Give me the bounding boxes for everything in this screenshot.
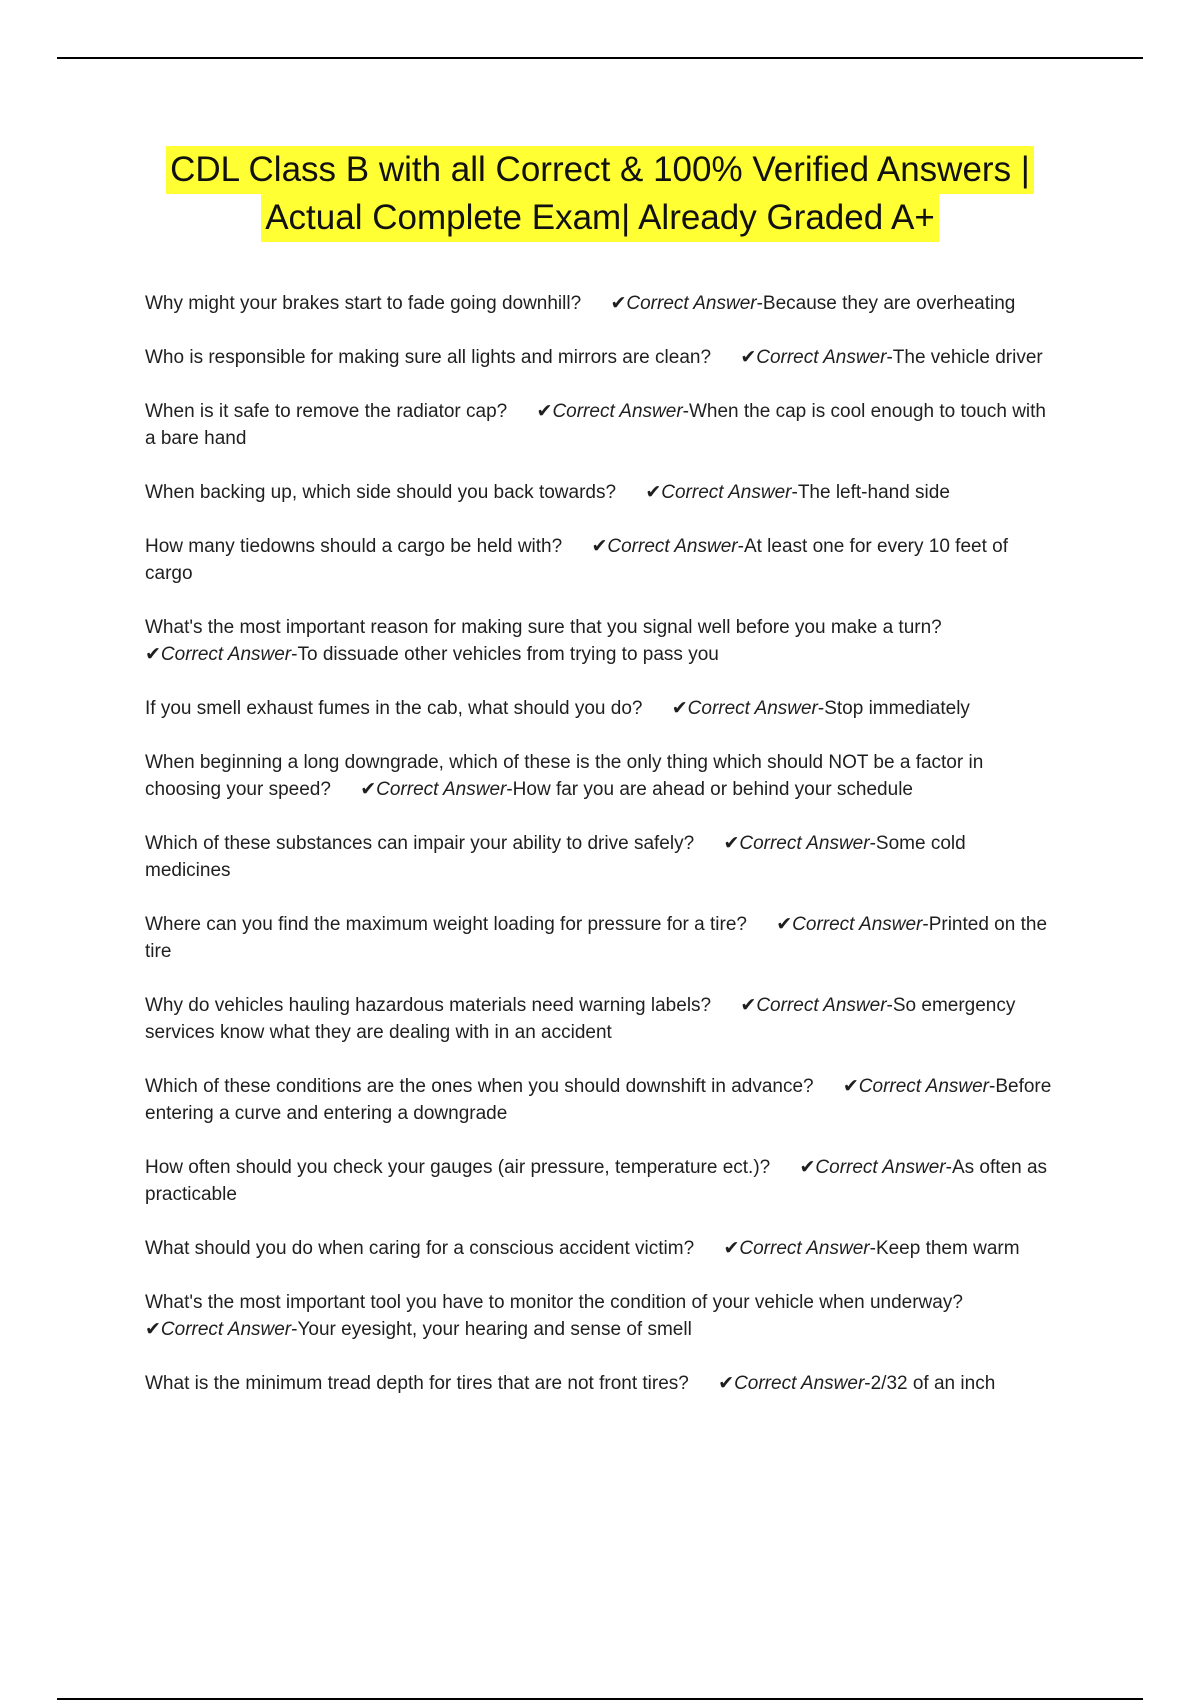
qa-item: Which of these conditions are the ones when you should downshift in advance? ✔Correct Answer-Before entering a curve and entering a downgrade (145, 1073, 1055, 1127)
question-text: If you smell exhaust fumes in the cab, what should you do? (145, 698, 643, 719)
checkmark-icon: ✔ (842, 1076, 859, 1097)
question-text: How many tiedowns should a cargo be held with? (145, 536, 563, 557)
checkmark-icon: ✔ (740, 347, 757, 368)
answer-text: So emergency services know what they are dealing with in an accident (145, 995, 1016, 1043)
question-text: How often should you check your gauges (air pressure, temperature ect.)? (145, 1157, 771, 1178)
qa-item: What is the minimum tread depth for tires that are not front tires? ✔Correct Answer-2/32 of an inch (145, 1370, 1055, 1397)
qa-item: What's the most important tool you have to monitor the condition of your vehicle when underway? ✔Correct Answer-Your eyesight, your hearing and sense of smell (145, 1289, 1055, 1343)
correct-answer-label: Correct Answer (739, 833, 870, 854)
correct-answer-label: Correct Answer (734, 1373, 865, 1394)
answer-text: To dissuade other vehicles from trying to pass you (297, 644, 719, 665)
answer-text: Stop immediately (824, 698, 970, 719)
qa-item: Who is responsible for making sure all lights and mirrors are clean? ✔Correct Answer-The vehicle driver (145, 344, 1055, 371)
correct-answer-label: Correct Answer (756, 995, 887, 1016)
checkmark-icon: ✔ (645, 482, 662, 503)
correct-answer-label: Correct Answer (792, 914, 923, 935)
checkmark-icon: ✔ (145, 644, 161, 665)
title-line-1: CDL Class B with all Correct & 100% Verified Answers | (166, 146, 1034, 194)
question-text: Who is responsible for making sure all lights and mirrors are clean? (145, 347, 712, 368)
answer-text: At least one for every 10 feet of cargo (145, 536, 1008, 584)
checkmark-icon: ✔ (723, 833, 740, 854)
question-text: Where can you find the maximum weight loading for pressure for a tire? (145, 914, 747, 935)
checkmark-icon: ✔ (718, 1373, 735, 1394)
question-text: What's the most important tool you have to monitor the condition of your vehicle when underway? (145, 1292, 963, 1313)
checkmark-icon: ✔ (776, 914, 793, 935)
qa-item: Where can you find the maximum weight loading for pressure for a tire? ✔Correct Answer-Printed on the tire (145, 911, 1055, 965)
answer-text: When the cap is cool enough to touch with a bare hand (145, 401, 1046, 449)
correct-answer-label: Correct Answer (376, 779, 507, 800)
checkmark-icon: ✔ (671, 698, 688, 719)
answer-text: Printed on the tire (145, 914, 1048, 962)
answer-text: Keep them warm (875, 1238, 1020, 1259)
question-text: What's the most important reason for making sure that you signal well before you make a turn? (145, 617, 942, 638)
qa-item: How often should you check your gauges (air pressure, temperature ect.)? ✔Correct Answer-As often as practicable (145, 1154, 1055, 1208)
answer-text: As often as practicable (145, 1157, 1048, 1205)
correct-answer-label: Correct Answer (160, 644, 292, 665)
qa-item: Why might your brakes start to fade going downhill? ✔Correct Answer-Because they are overheating (145, 290, 1055, 317)
answer-text: The vehicle driver (892, 347, 1043, 368)
checkmark-icon: ✔ (591, 536, 608, 557)
correct-answer-label: Correct Answer (661, 482, 792, 503)
checkmark-icon: ✔ (799, 1157, 816, 1178)
question-text: What is the minimum tread depth for tires that are not front tires? (145, 1373, 689, 1394)
checkmark-icon: ✔ (723, 1238, 740, 1259)
qa-item: Why do vehicles hauling hazardous materials need warning labels? ✔Correct Answer-So emergency services know what they are dealing with in an accident (145, 992, 1055, 1046)
question-text: Which of these conditions are the ones when you should downshift in advance? (145, 1076, 814, 1097)
checkmark-icon: ✔ (145, 1319, 161, 1340)
correct-answer-label: Correct Answer (858, 1076, 990, 1097)
qa-item: What should you do when caring for a conscious accident victim? ✔Correct Answer-Keep them warm (145, 1235, 1055, 1262)
qa-item: How many tiedowns should a cargo be held with? ✔Correct Answer-At least one for every 10 feet of cargo (145, 533, 1055, 587)
question-text: When backing up, which side should you back towards? (145, 482, 617, 503)
answer-text: Some cold medicines (145, 833, 966, 881)
correct-answer-label: Correct Answer (607, 536, 738, 557)
answer-text: How far you are ahead or behind your schedule (512, 779, 913, 800)
correct-answer-label: Correct Answer (756, 347, 887, 368)
top-rule (57, 57, 1143, 59)
answer-text: Because they are overheating (762, 293, 1016, 314)
question-text: When is it safe to remove the radiator cap? (145, 401, 508, 422)
answer-text: 2/32 of an inch (870, 1373, 996, 1394)
qa-item: When backing up, which side should you back towards? ✔Correct Answer-The left-hand side (145, 479, 1055, 506)
correct-answer-label: Correct Answer (626, 293, 757, 314)
answer-text: Your eyesight, your hearing and sense of smell (297, 1319, 692, 1340)
question-text: When beginning a long downgrade, which of these is the only thing which should NOT be a factor in choosing your speed? (145, 752, 984, 800)
document-title (100, 146, 1100, 242)
question-text: Why might your brakes start to fade going downhill? (145, 293, 582, 314)
title-line-2: Actual Complete Exam| Already Graded A+ (261, 194, 939, 242)
question-text: Which of these substances can impair your ability to drive safely? (145, 833, 695, 854)
question-text: Why do vehicles hauling hazardous materials need warning labels? (145, 995, 712, 1016)
correct-answer-label: Correct Answer (552, 401, 683, 422)
checkmark-icon: ✔ (740, 995, 757, 1016)
qa-item: If you smell exhaust fumes in the cab, what should you do? ✔Correct Answer-Stop immediately (145, 695, 1055, 722)
correct-answer-label: Correct Answer (687, 698, 818, 719)
qa-item: When beginning a long downgrade, which of these is the only thing which should NOT be a factor in choosing your speed? ✔Correct Answer-How far you are ahead or behind your schedule (145, 749, 1055, 803)
question-text: What should you do when caring for a conscious accident victim? (145, 1238, 695, 1259)
qa-item: When is it safe to remove the radiator cap? ✔Correct Answer-When the cap is cool enough to touch with a bare hand (145, 398, 1055, 452)
checkmark-icon: ✔ (610, 293, 627, 314)
correct-answer-label: Correct Answer (815, 1157, 946, 1178)
qa-item: What's the most important reason for making sure that you signal well before you make a turn? ✔Correct Answer-To dissuade other vehicles from trying to pass you (145, 614, 1055, 668)
correct-answer-label: Correct Answer (160, 1319, 292, 1340)
correct-answer-label: Correct Answer (739, 1238, 870, 1259)
answer-text: Before entering a curve and entering a downgrade (145, 1076, 1052, 1124)
answer-text: The left-hand side (797, 482, 950, 503)
checkmark-icon: ✔ (360, 779, 377, 800)
qa-list (145, 290, 1055, 1424)
qa-item: Which of these substances can impair your ability to drive safely? ✔Correct Answer-Some cold medicines (145, 830, 1055, 884)
checkmark-icon: ✔ (536, 401, 553, 422)
